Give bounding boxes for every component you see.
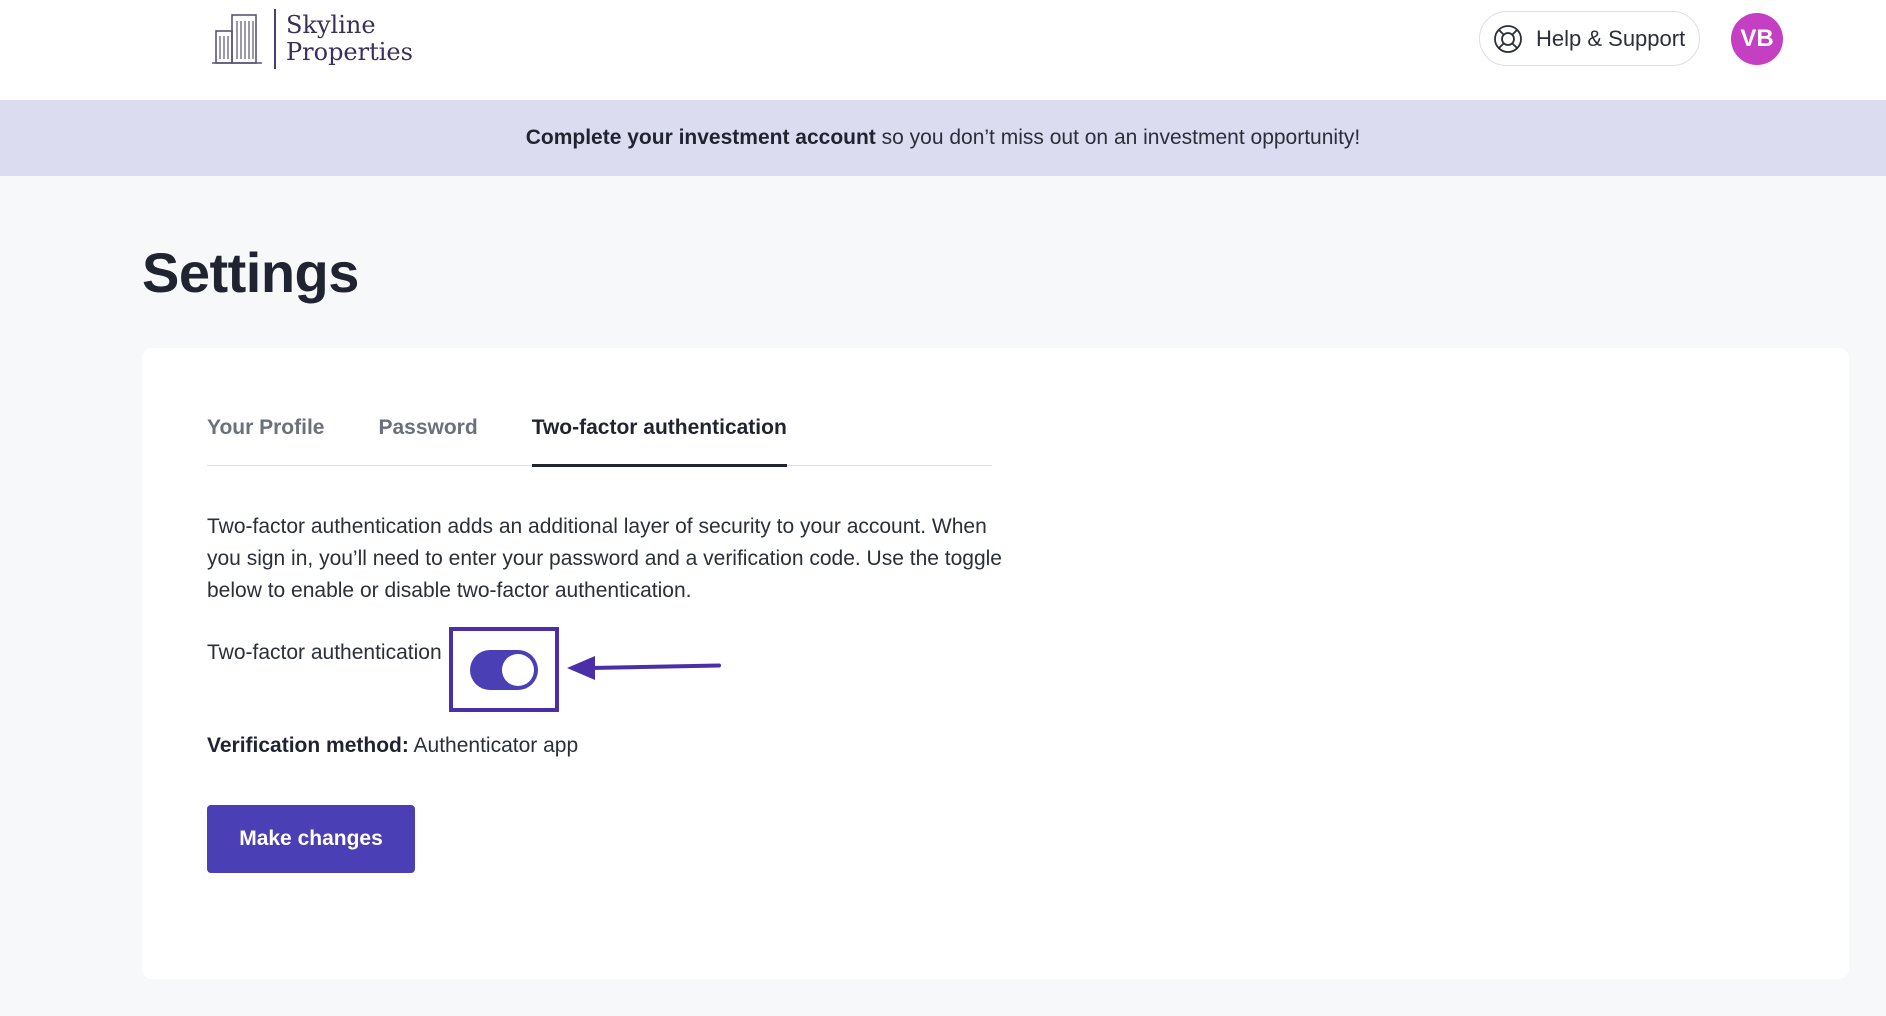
settings-tabs xyxy=(207,410,992,466)
tab-two-factor-authentication[interactable]: Two-factor authentication xyxy=(532,410,787,466)
tab-password[interactable]: Password xyxy=(378,416,478,439)
annotation-arrow-icon xyxy=(567,653,722,683)
logo-line-1: Skyline xyxy=(286,11,376,39)
user-avatar[interactable]: VB xyxy=(1731,13,1783,65)
verification-method xyxy=(207,734,578,758)
top-header xyxy=(0,0,1886,100)
two-factor-toggle-label: Two-factor authentication xyxy=(207,641,442,664)
help-support-button[interactable] xyxy=(1479,11,1700,66)
settings-card xyxy=(142,348,1849,979)
banner-message xyxy=(526,126,1361,150)
lifebuoy-icon xyxy=(1492,23,1524,55)
tab-your-profile[interactable]: Your Profile xyxy=(207,416,325,439)
two-factor-toggle[interactable] xyxy=(470,650,538,690)
two-factor-description: Two-factor authentication adds an additional layer of security to your account. When you sign in, you’ll need to enter your password and a verification code. Use the toggle below to enable or disable two-factor authentication. xyxy=(207,515,1002,602)
two-factor-row xyxy=(207,628,442,678)
page-title: Settings xyxy=(142,241,359,304)
banner-bold-text[interactable]: Complete your investment account xyxy=(525,126,876,149)
verification-method-value: Authenticator app xyxy=(408,734,579,757)
make-changes-button[interactable]: Make changes xyxy=(207,805,415,873)
verification-method-label: Verification method: xyxy=(207,734,409,757)
logo-line-2: Properties xyxy=(286,38,413,66)
help-support-label: Help & Support xyxy=(1536,25,1686,51)
building-icon xyxy=(212,13,262,65)
logo[interactable] xyxy=(212,8,413,70)
logo-divider xyxy=(274,9,276,69)
logo-wordmark xyxy=(286,12,413,66)
banner-text: so you don’t miss out on an investment opportunity! xyxy=(875,126,1361,149)
investment-banner xyxy=(0,100,1886,176)
toggle-knob xyxy=(502,654,534,686)
